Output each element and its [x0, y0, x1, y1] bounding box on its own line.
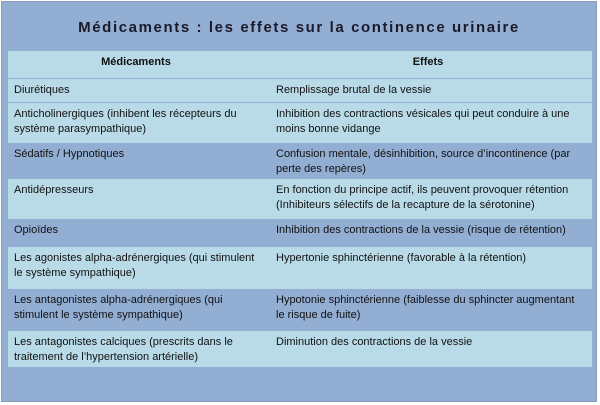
effect-cell: Confusion mentale, désinhibition, source d’incontinence (par perte des repères) — [276, 148, 571, 175]
column-header-medicaments: Médicaments — [101, 56, 171, 68]
column-header-effets: Effets — [412, 56, 444, 68]
effect-cell: Inhibition des contractions vésicales qui peut conduire à une moins bonne vidange — [276, 108, 570, 135]
medication-cell: Les antagonistes alpha-adrénergiques (qui stimulent le système sympathique) — [14, 294, 223, 321]
medication-effects-table — [8, 51, 592, 367]
table-row — [8, 179, 592, 219]
effect-cell: Diminution des contractions de la vessie — [276, 336, 473, 348]
effect-cell: Hypertonie sphinctérienne (favorable à la rétention) — [276, 252, 527, 264]
effect-cell: En fonction du principe actif, ils peuvent provoquer rétention (Inhibiteurs sélectifs de la recapture de la sérotonine) — [276, 184, 569, 211]
effect-cell: Remplissage brutal de la vessie — [276, 84, 432, 96]
medication-cell: Antidépresseurs — [14, 184, 94, 196]
effect-cell: Hypotonie sphinctérienne (faiblesse du sphincter augmentant le risque de fuite) — [276, 294, 575, 321]
medication-cell: Opioïdes — [14, 224, 59, 236]
medication-cell: Sédatifs / Hypnotiques — [14, 148, 125, 160]
medication-cell: Anticholinergiques (inhibent les récepteurs du système parasympathique) — [14, 108, 237, 135]
table-row — [8, 79, 592, 103]
table-row — [8, 331, 592, 367]
medication-cell: Les agonistes alpha-adrénergiques (qui stimulent le système sympathique) — [14, 252, 255, 279]
table-title: Médicaments : les effets sur la continence urinaire — [78, 19, 520, 36]
table-row — [8, 247, 592, 289]
table-row — [8, 289, 592, 331]
medication-cell: Diurétiques — [14, 84, 70, 96]
table-row — [8, 103, 592, 143]
medication-cell: Les antagonistes calciques (prescrits dans le traitement de l’hypertension artérielle) — [14, 336, 233, 363]
table-header-row — [8, 51, 592, 79]
effect-cell: Inhibition des contractions de la vessie (risque de rétention) — [276, 224, 566, 236]
table-frame — [1, 1, 597, 402]
table-row — [8, 143, 592, 179]
table-row — [8, 219, 592, 247]
